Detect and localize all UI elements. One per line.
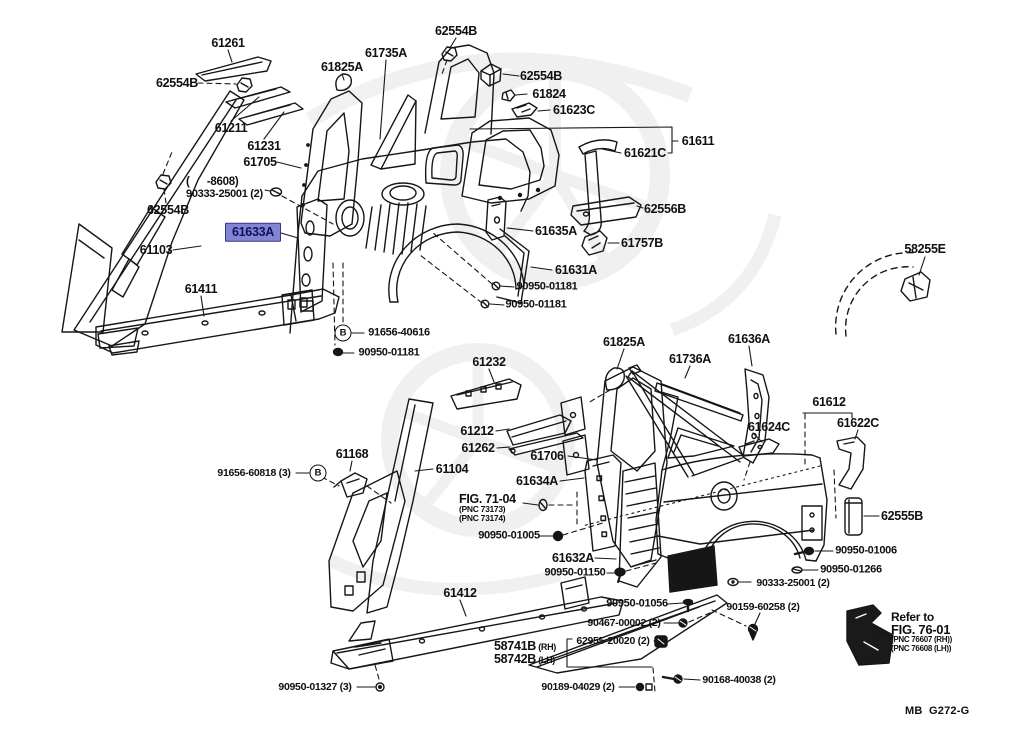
part-label-61825A[interactable]: 61825A xyxy=(321,59,363,74)
suffix-lh: (LH) xyxy=(536,655,555,665)
fig-76-01-reference xyxy=(891,611,952,653)
part-label-58742B[interactable] xyxy=(494,653,556,666)
part-label-61622C[interactable]: 61622C xyxy=(837,415,879,430)
part-number-58741B[interactable]: 58741B xyxy=(494,639,536,653)
part-label-62555B[interactable]: 62555B xyxy=(881,508,923,523)
part-label-61631A[interactable]: 61631A xyxy=(555,262,597,277)
diagram-code: MB G272-G xyxy=(905,705,970,717)
part-label-61735A[interactable]: 61735A xyxy=(365,45,407,60)
part-label-61623C[interactable]: 61623C xyxy=(553,102,595,117)
part-label-61705[interactable]: 61705 xyxy=(243,154,277,169)
part-label-61612[interactable]: 61612 xyxy=(812,394,846,409)
part-label-61757B[interactable]: 61757B xyxy=(621,235,663,250)
part-label-62554B[interactable]: 62554B xyxy=(156,75,198,90)
part-label-61635A[interactable]: 61635A xyxy=(535,223,577,238)
part-label-61611[interactable]: 61611 xyxy=(681,133,715,148)
part-label-58255E[interactable]: 58255E xyxy=(904,241,946,256)
fig-71-04-reference xyxy=(459,493,516,522)
part-label-61411[interactable]: 61411 xyxy=(184,281,218,296)
part-label-61632A[interactable]: 61632A xyxy=(552,550,594,565)
part-label-90467-00002-2[interactable]: 90467-00002 (2) xyxy=(587,616,661,629)
part-label-62554B[interactable]: 62554B xyxy=(147,202,189,217)
part-label-61736A[interactable]: 61736A xyxy=(669,351,711,366)
fig-76-01-pnc1: (PNC 76607 (RH)) xyxy=(891,635,952,644)
fig-71-04-pnc1: (PNC 73173) xyxy=(459,504,506,514)
part-label-62554B[interactable]: 62554B xyxy=(435,23,477,38)
part-label-61104[interactable]: 61104 xyxy=(435,461,469,476)
fig-71-04-pnc2: (PNC 73174) xyxy=(459,512,506,523)
part-label-61824[interactable]: 61824 xyxy=(532,86,566,101)
part-label-90950-01150[interactable]: 90950-01150 xyxy=(544,566,606,579)
part-label-91656-60818-3[interactable]: 91656-60818 (3) xyxy=(217,466,291,479)
part-label-90333-25001-2[interactable]: 90333-25001 (2) xyxy=(756,576,830,589)
part-label-61633A[interactable]: 61633A xyxy=(225,223,281,242)
part-label-90950-01181[interactable]: 90950-01181 xyxy=(505,298,567,311)
part-label-90950-01181[interactable]: 90950-01181 xyxy=(516,280,578,293)
fastener-symbol-B: B xyxy=(335,325,352,342)
part-label-61211[interactable]: 61211 xyxy=(214,120,248,135)
part-label-61231[interactable]: 61231 xyxy=(247,138,281,153)
part-label-62554B[interactable]: 62554B xyxy=(520,68,562,83)
fig-71-04-title: FIG. 71-04 xyxy=(459,492,516,506)
note-8608-line2[interactable]: 90333-25001 (2) xyxy=(186,188,263,200)
part-label-61212[interactable]: 61212 xyxy=(460,423,494,438)
part-label-62556B[interactable]: 62556B xyxy=(644,201,686,216)
part-label-90159-60258-2[interactable]: 90159-60258 (2) xyxy=(726,600,800,613)
part-label-61232[interactable]: 61232 xyxy=(472,354,506,369)
part-label-91656-40616[interactable]: 91656-40616 xyxy=(368,326,430,339)
part-label-61168[interactable]: 61168 xyxy=(335,446,369,461)
part-label-61636A[interactable]: 61636A xyxy=(728,331,770,346)
mudflap-label-group xyxy=(494,640,556,666)
part-label-61621C[interactable]: 61621C xyxy=(624,145,666,160)
part-label-61261[interactable]: 61261 xyxy=(211,35,245,50)
part-label-61412[interactable]: 61412 xyxy=(443,585,477,600)
part-label-61706[interactable]: 61706 xyxy=(530,448,564,463)
fig-76-01-title: FIG. 76-01 xyxy=(891,622,951,637)
note-8608-group[interactable] xyxy=(186,177,263,200)
fig-76-01-pnc2: (PNC 76608 (LH)) xyxy=(891,643,952,653)
part-label-90950-01006[interactable]: 90950-01006 xyxy=(835,544,897,557)
part-label-61634A[interactable]: 61634A xyxy=(516,473,558,488)
part-label-90950-01056[interactable]: 90950-01056 xyxy=(606,597,668,610)
suffix-rh: (RH) xyxy=(536,642,556,652)
fig-76-01-refer: Refer to xyxy=(891,610,934,624)
part-label-61262[interactable]: 61262 xyxy=(461,440,495,455)
part-number-58742B[interactable]: 58742B xyxy=(494,652,536,666)
part-label-90189-04029-2[interactable]: 90189-04029 (2) xyxy=(541,680,615,693)
part-label-61103[interactable]: 61103 xyxy=(139,242,173,257)
part-label-90950-01327-3[interactable]: 90950-01327 (3) xyxy=(278,680,352,693)
part-label-90950-01005[interactable]: 90950-01005 xyxy=(478,529,540,542)
part-label-90950-01181[interactable]: 90950-01181 xyxy=(358,346,420,359)
part-label-61825A[interactable]: 61825A xyxy=(603,334,645,349)
part-label-61624C[interactable]: 61624C xyxy=(748,419,790,434)
fastener-symbol-B: B xyxy=(310,465,327,482)
part-label-90950-01266[interactable]: 90950-01266 xyxy=(820,563,882,576)
note-8608-line1[interactable]: ( -8608) xyxy=(186,176,239,188)
part-label-90168-40038-2[interactable]: 90168-40038 (2) xyxy=(702,673,776,686)
part-label-62955-20020-2[interactable]: 62955-20020 (2) xyxy=(576,634,650,647)
